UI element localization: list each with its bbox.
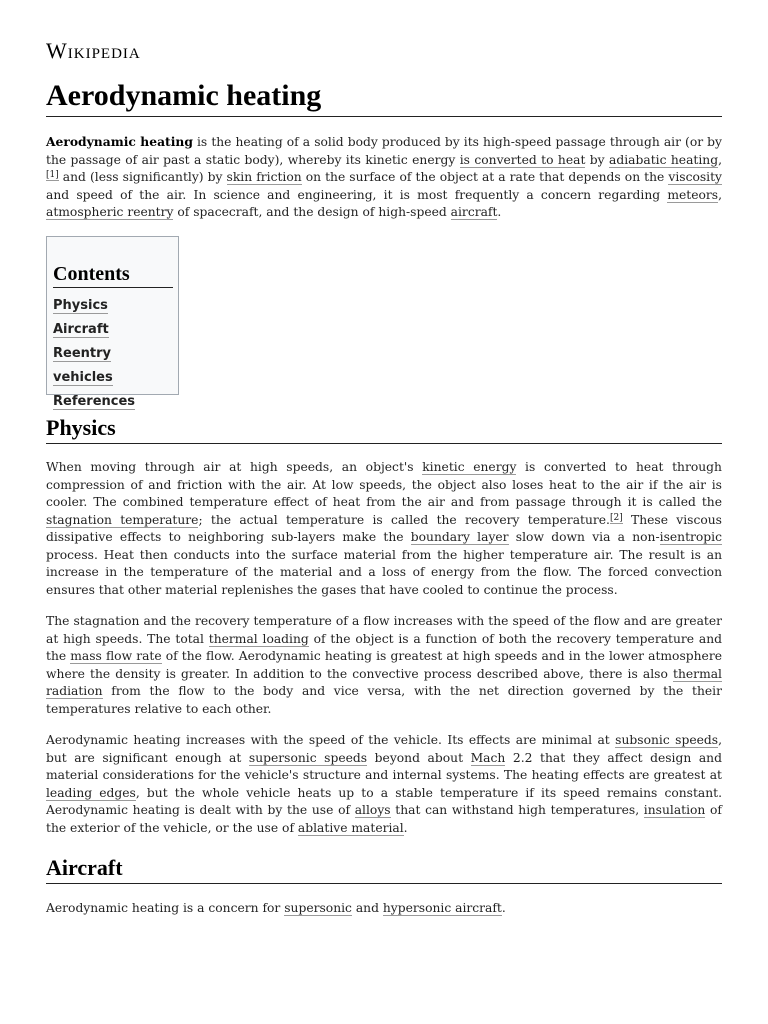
page-title: Aerodynamic heating (46, 78, 722, 117)
link-ablative-material[interactable]: ablative material (297, 820, 404, 835)
reference-1[interactable]: [1] (46, 170, 59, 180)
link-meteors[interactable]: meteors (667, 187, 719, 202)
bold-term: Aerodynamic heating (46, 134, 193, 149)
link-alloys[interactable]: alloys (354, 803, 391, 817)
link-thermal-radiation[interactable]: thermal radiation (46, 666, 722, 698)
section-heading-physics: Physics (46, 414, 722, 444)
link-hypersonic-aircraft[interactable]: hypersonic aircraft (382, 901, 502, 915)
toc-item-references (53, 390, 173, 414)
link-adiabatic-heating[interactable]: adiabatic heating (609, 152, 719, 167)
table-of-contents (46, 236, 179, 409)
toc-link-physics[interactable]: Physics (53, 298, 108, 313)
link-atmospheric-reentry[interactable]: atmospheric reentry (46, 205, 174, 219)
toc-link-aircraft[interactable]: Aircraft (53, 322, 109, 337)
link-insulation[interactable]: insulation (643, 803, 706, 817)
wikipedia-wordmark[interactable]: Wikipedia (46, 38, 141, 63)
link-supersonic[interactable]: supersonic (284, 901, 352, 915)
link-aircraft[interactable]: aircraft (450, 205, 498, 219)
link-subsonic-speeds[interactable]: subsonic speeds (615, 733, 719, 747)
reference-2[interactable]: [2] (609, 512, 623, 523)
link-mass-flow-rate[interactable]: mass flow rate (70, 649, 162, 663)
link-isentropic[interactable]: isentropic (659, 530, 722, 544)
link-kinetic-energy[interactable]: kinetic energy (422, 460, 517, 474)
toc-title: Contents (53, 261, 173, 288)
link-skin-friction[interactable]: skin friction (226, 170, 302, 184)
aircraft-paragraph-1: Aerodynamic heating is a concern for supersonic and hypersonic aircraft. (46, 901, 506, 915)
physics-paragraph-1: When moving through air at high speeds, an object's kinetic energy is converted to heat through compression of and friction with the air. At low speeds, the object also loses heat to the air if the air is cooler. The combined temperature effect of heat from the air and from passage through it is called the stagnation temperature; the actual temperature is called the recovery temperature.[2] These viscous dissipative effects to neighboring sub-layers make the boundary layer slow down via a non-isentropic process. Heat then conducts into the surface material from the higher temperature air. The result is an increase in the temperature of the material and a loss of energy from the flow. The forced convection ensures that other material replenishes the gases that have cooled to continue the process. (46, 460, 722, 597)
link-mach[interactable]: Mach (470, 750, 506, 765)
link-viscosity[interactable]: viscosity (668, 170, 722, 184)
toc-list (53, 294, 173, 414)
link-thermal-loading[interactable]: thermal loading (208, 631, 309, 646)
toc-item-physics (53, 294, 173, 318)
toc-link-references[interactable]: References (53, 394, 136, 409)
section-heading-aircraft: Aircraft (46, 854, 722, 884)
physics-paragraph-2: The stagnation and the recovery temperature of a flow increases with the speed of the flow and are greater at high speeds. The total thermal loading of the object is a function of both the recovery temperature and the mass flow rate of the flow. Aerodynamic heating is greatest at high speeds and in the lower atmosphere where the density is greater. In addition to the convective process described above, there is also thermal radiation from the flow to the body and vice versa, with the net direction governed by the their temperatures relative to each other. (46, 614, 722, 716)
link-boundary-layer[interactable]: boundary layer (410, 530, 509, 544)
link-leading-edges[interactable]: leading edges (46, 785, 136, 800)
link-stagnation-temperature[interactable]: stagnation temperature (46, 512, 199, 527)
toc-link-reentry-vehicles[interactable]: Reentry vehicles (53, 346, 113, 385)
link-supersonic-speeds[interactable]: supersonic speeds (248, 750, 368, 765)
intro-paragraph: Aerodynamic heating is the heating of a solid body produced by its high-speed passage through air (or by the passage of air past a static body), whereby its kinetic energy is converted to heat by adiabatic heating,[1] and (less significantly) by skin friction on the surface of the object at a rate that depends on the viscosity and speed of the air. In science and engineering, it is most frequently a concern regarding meteors, atmospheric reentry of spacecraft, and the design of high-speed aircraft. (46, 134, 722, 219)
link-converted-to-heat[interactable]: is converted to heat (459, 152, 586, 167)
toc-item-reentry-vehicles (53, 342, 173, 390)
physics-paragraph-3: Aerodynamic heating increases with the speed of the vehicle. Its effects are minimal at subsonic speeds, but are significant enough at supersonic speeds beyond about Mach 2.2 that they affect design and material considerations for the vehicle's structure and internal systems. The heating effects are greatest at leading edges, but the whole vehicle heats up to a stable temperature if its speed remains constant. Aerodynamic heating is dealt with by the use of alloys that can withstand high temperatures, insulation of the exterior of the vehicle, or the use of ablative material. (46, 733, 723, 835)
toc-item-aircraft (53, 318, 173, 342)
